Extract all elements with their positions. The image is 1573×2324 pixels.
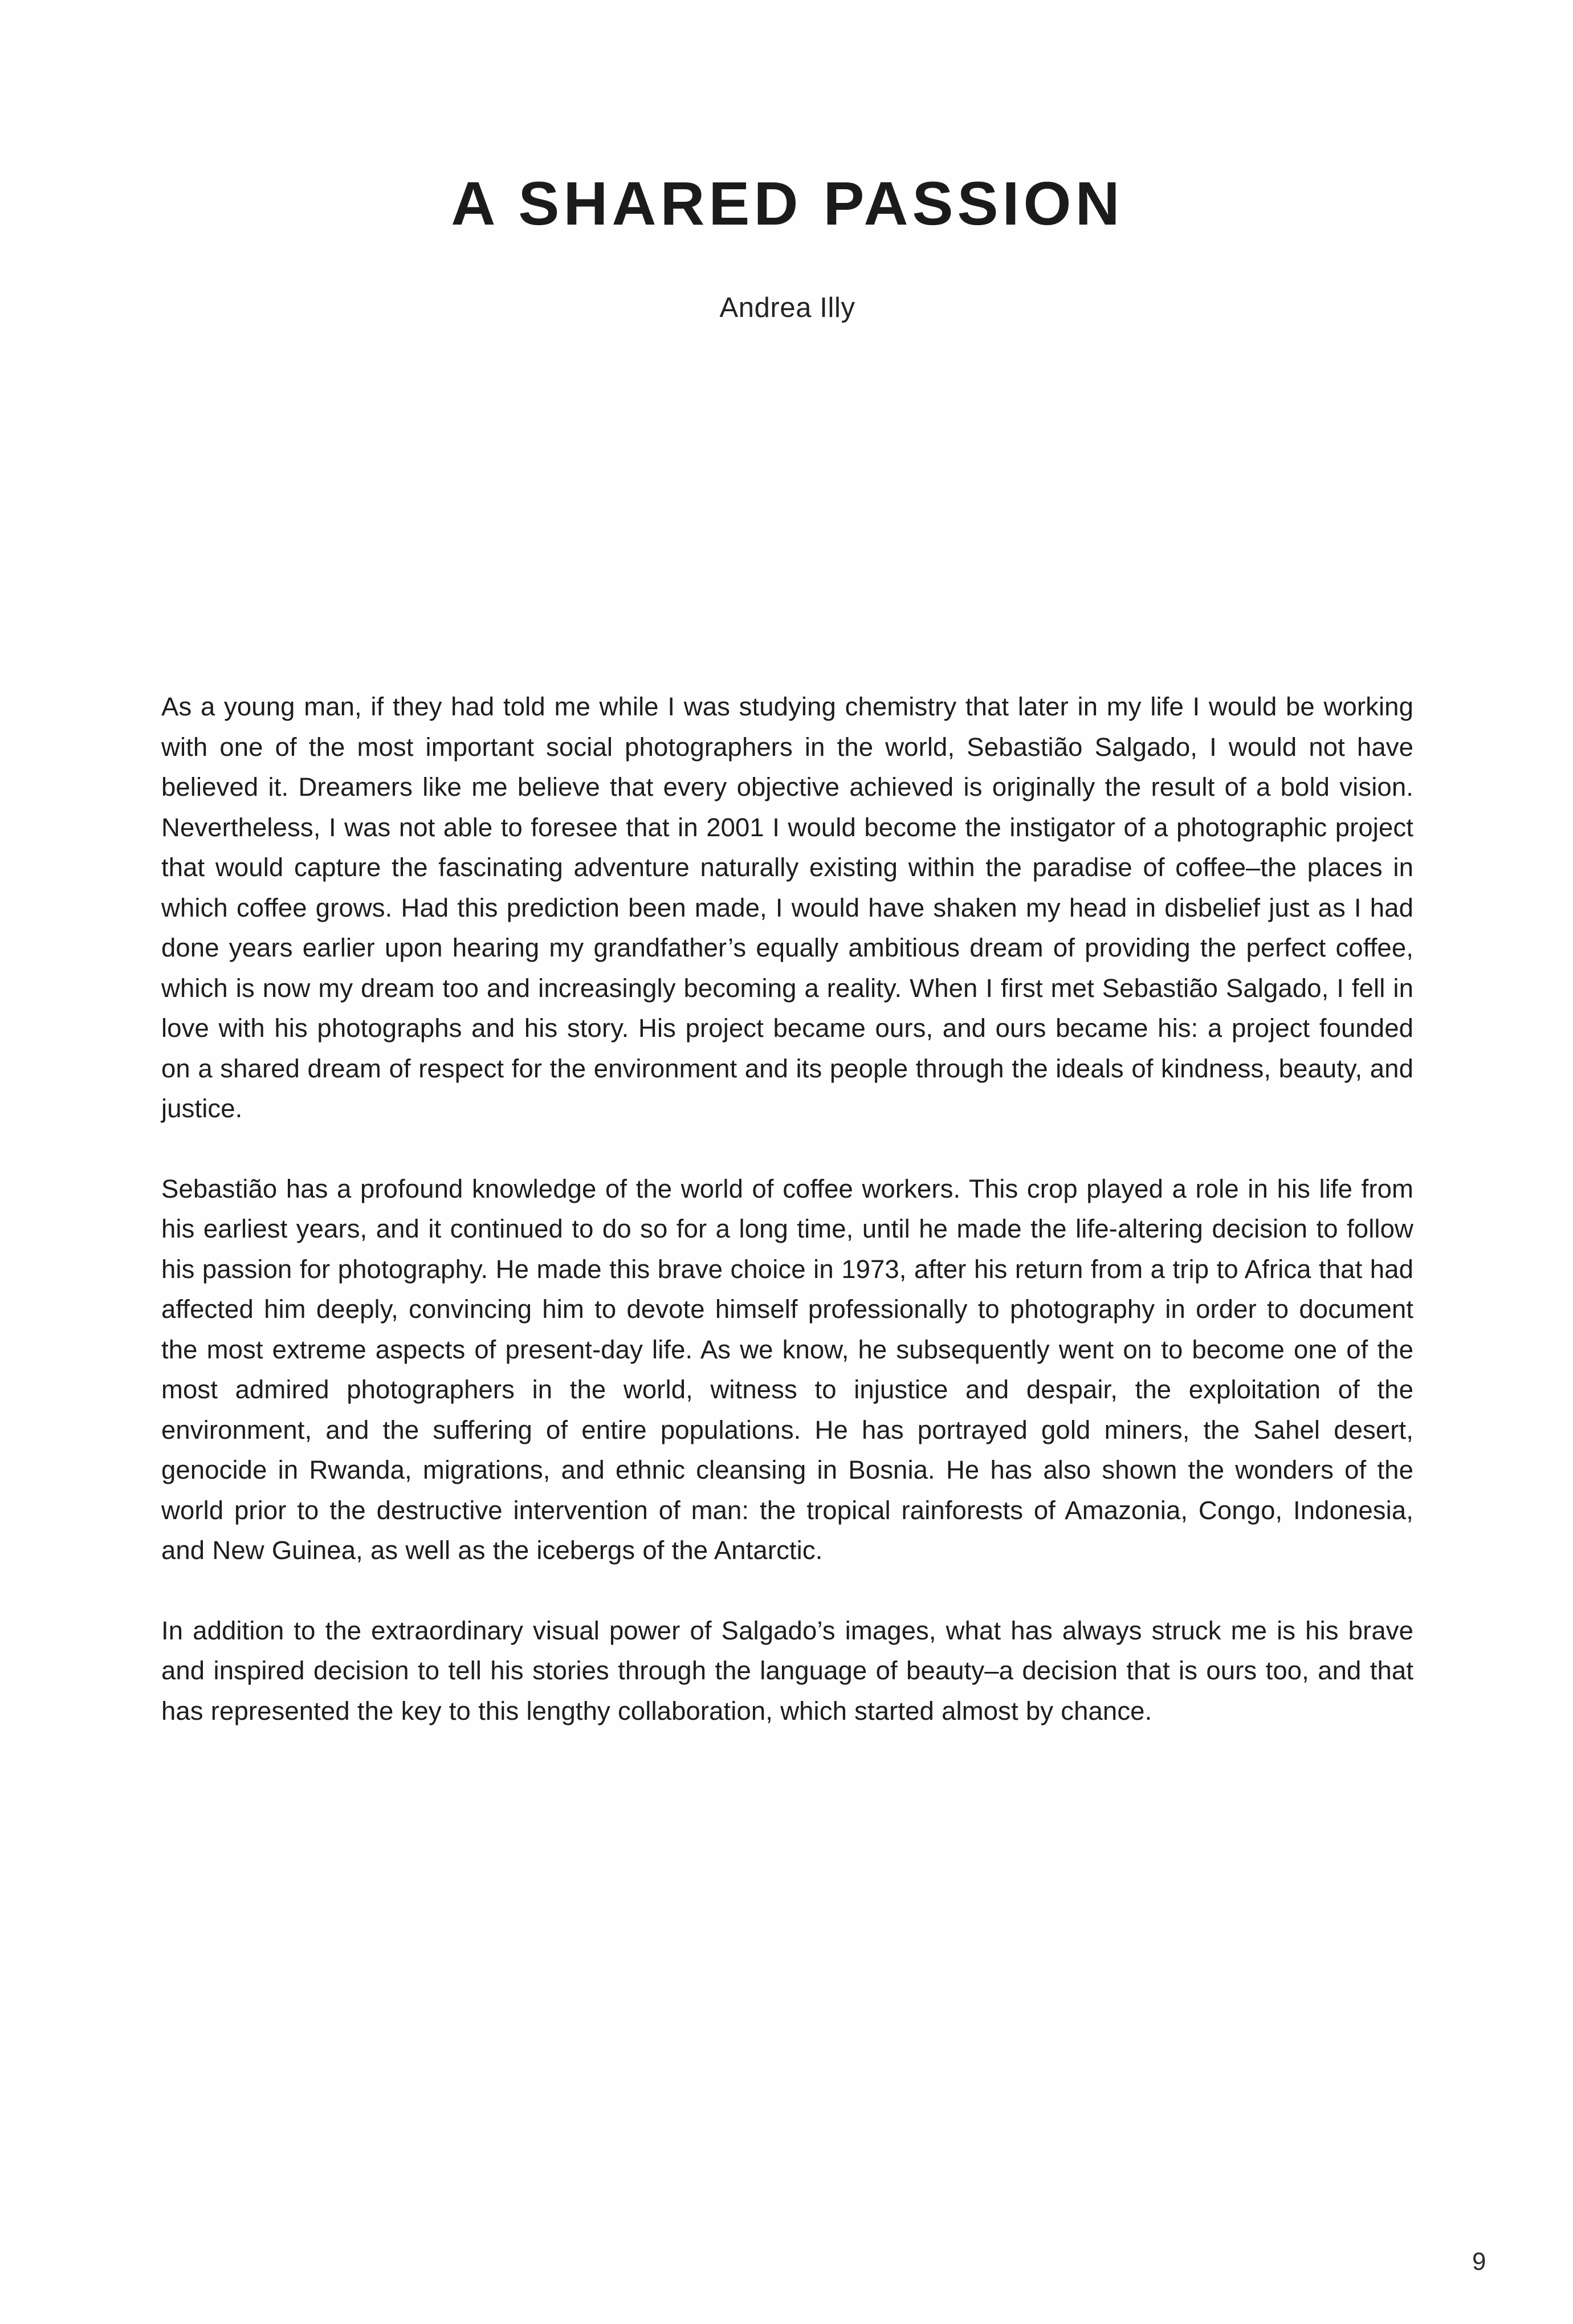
page-title: A SHARED PASSION xyxy=(451,169,1124,238)
body-paragraph: In addition to the extraordinary visual power of Salgado’s images, what has always struck me is his brave and inspired decision to tell his stories through the language of beauty–a decision that is ours too, and that has represented the key to this lengthy collaboration, which started almost by chance. xyxy=(161,1615,1413,1725)
page-header xyxy=(161,171,1413,325)
page-number: 9 xyxy=(1472,2248,1486,2276)
body-text-column xyxy=(161,687,1413,1731)
body-paragraph: As a young man, if they had told me while I was studying chemistry that later in my life I would be working with one of the most important social photographers in the world, Sebastião Salgado, I would not have believed it. Dreamers like me believe that every objective achieved is originally the result of a bold vision. Nevertheless, I was not able to foresee that in 2001 I would become the instigator of a photographic project that would capture the fascinating adventure naturally existing within the paradise of coffee–the places in which coffee grows. Had this prediction been made, I would have shaken my head in disbelief just as I had done years earlier upon hearing my grandfather’s equally ambitious dream of providing the perfect coffee, which is now my dream too and increasingly becoming a reality. When I first met Sebastião Salgado, I fell in love with his photographs and his story. His project became ours, and ours became his: a project founded on a shared dream of respect for the environment and its people through the ideals of kindness, beauty, and justice. xyxy=(161,692,1413,1123)
body-paragraph: Sebastião has a profound knowledge of the world of coffee workers. This crop played a role in his life from his earliest years, and it continued to do so for a long time, until he made the life-altering decision to follow his passion for photography. He made this brave choice in 1973, after his return from a trip to Africa that had affected him deeply, convincing him to devote himself professionally to photography in order to document the most extreme aspects of present-day life. As we know, he subsequently went on to become one of the most admired photographers in the world, witness to injustice and despair, the exploitation of the environment, and the suffering of entire populations. He has portrayed gold miners, the Sahel desert, genocide in Rwanda, migrations, and ethnic cleansing in Bosnia. He has also shown the wonders of the world prior to the destructive intervention of man: the tropical rainforests of Amazonia, Congo, Indonesia, and New Guinea, as well as the icebergs of the Antarctic. xyxy=(161,1174,1413,1565)
author-byline: Andrea Illy xyxy=(719,292,855,324)
